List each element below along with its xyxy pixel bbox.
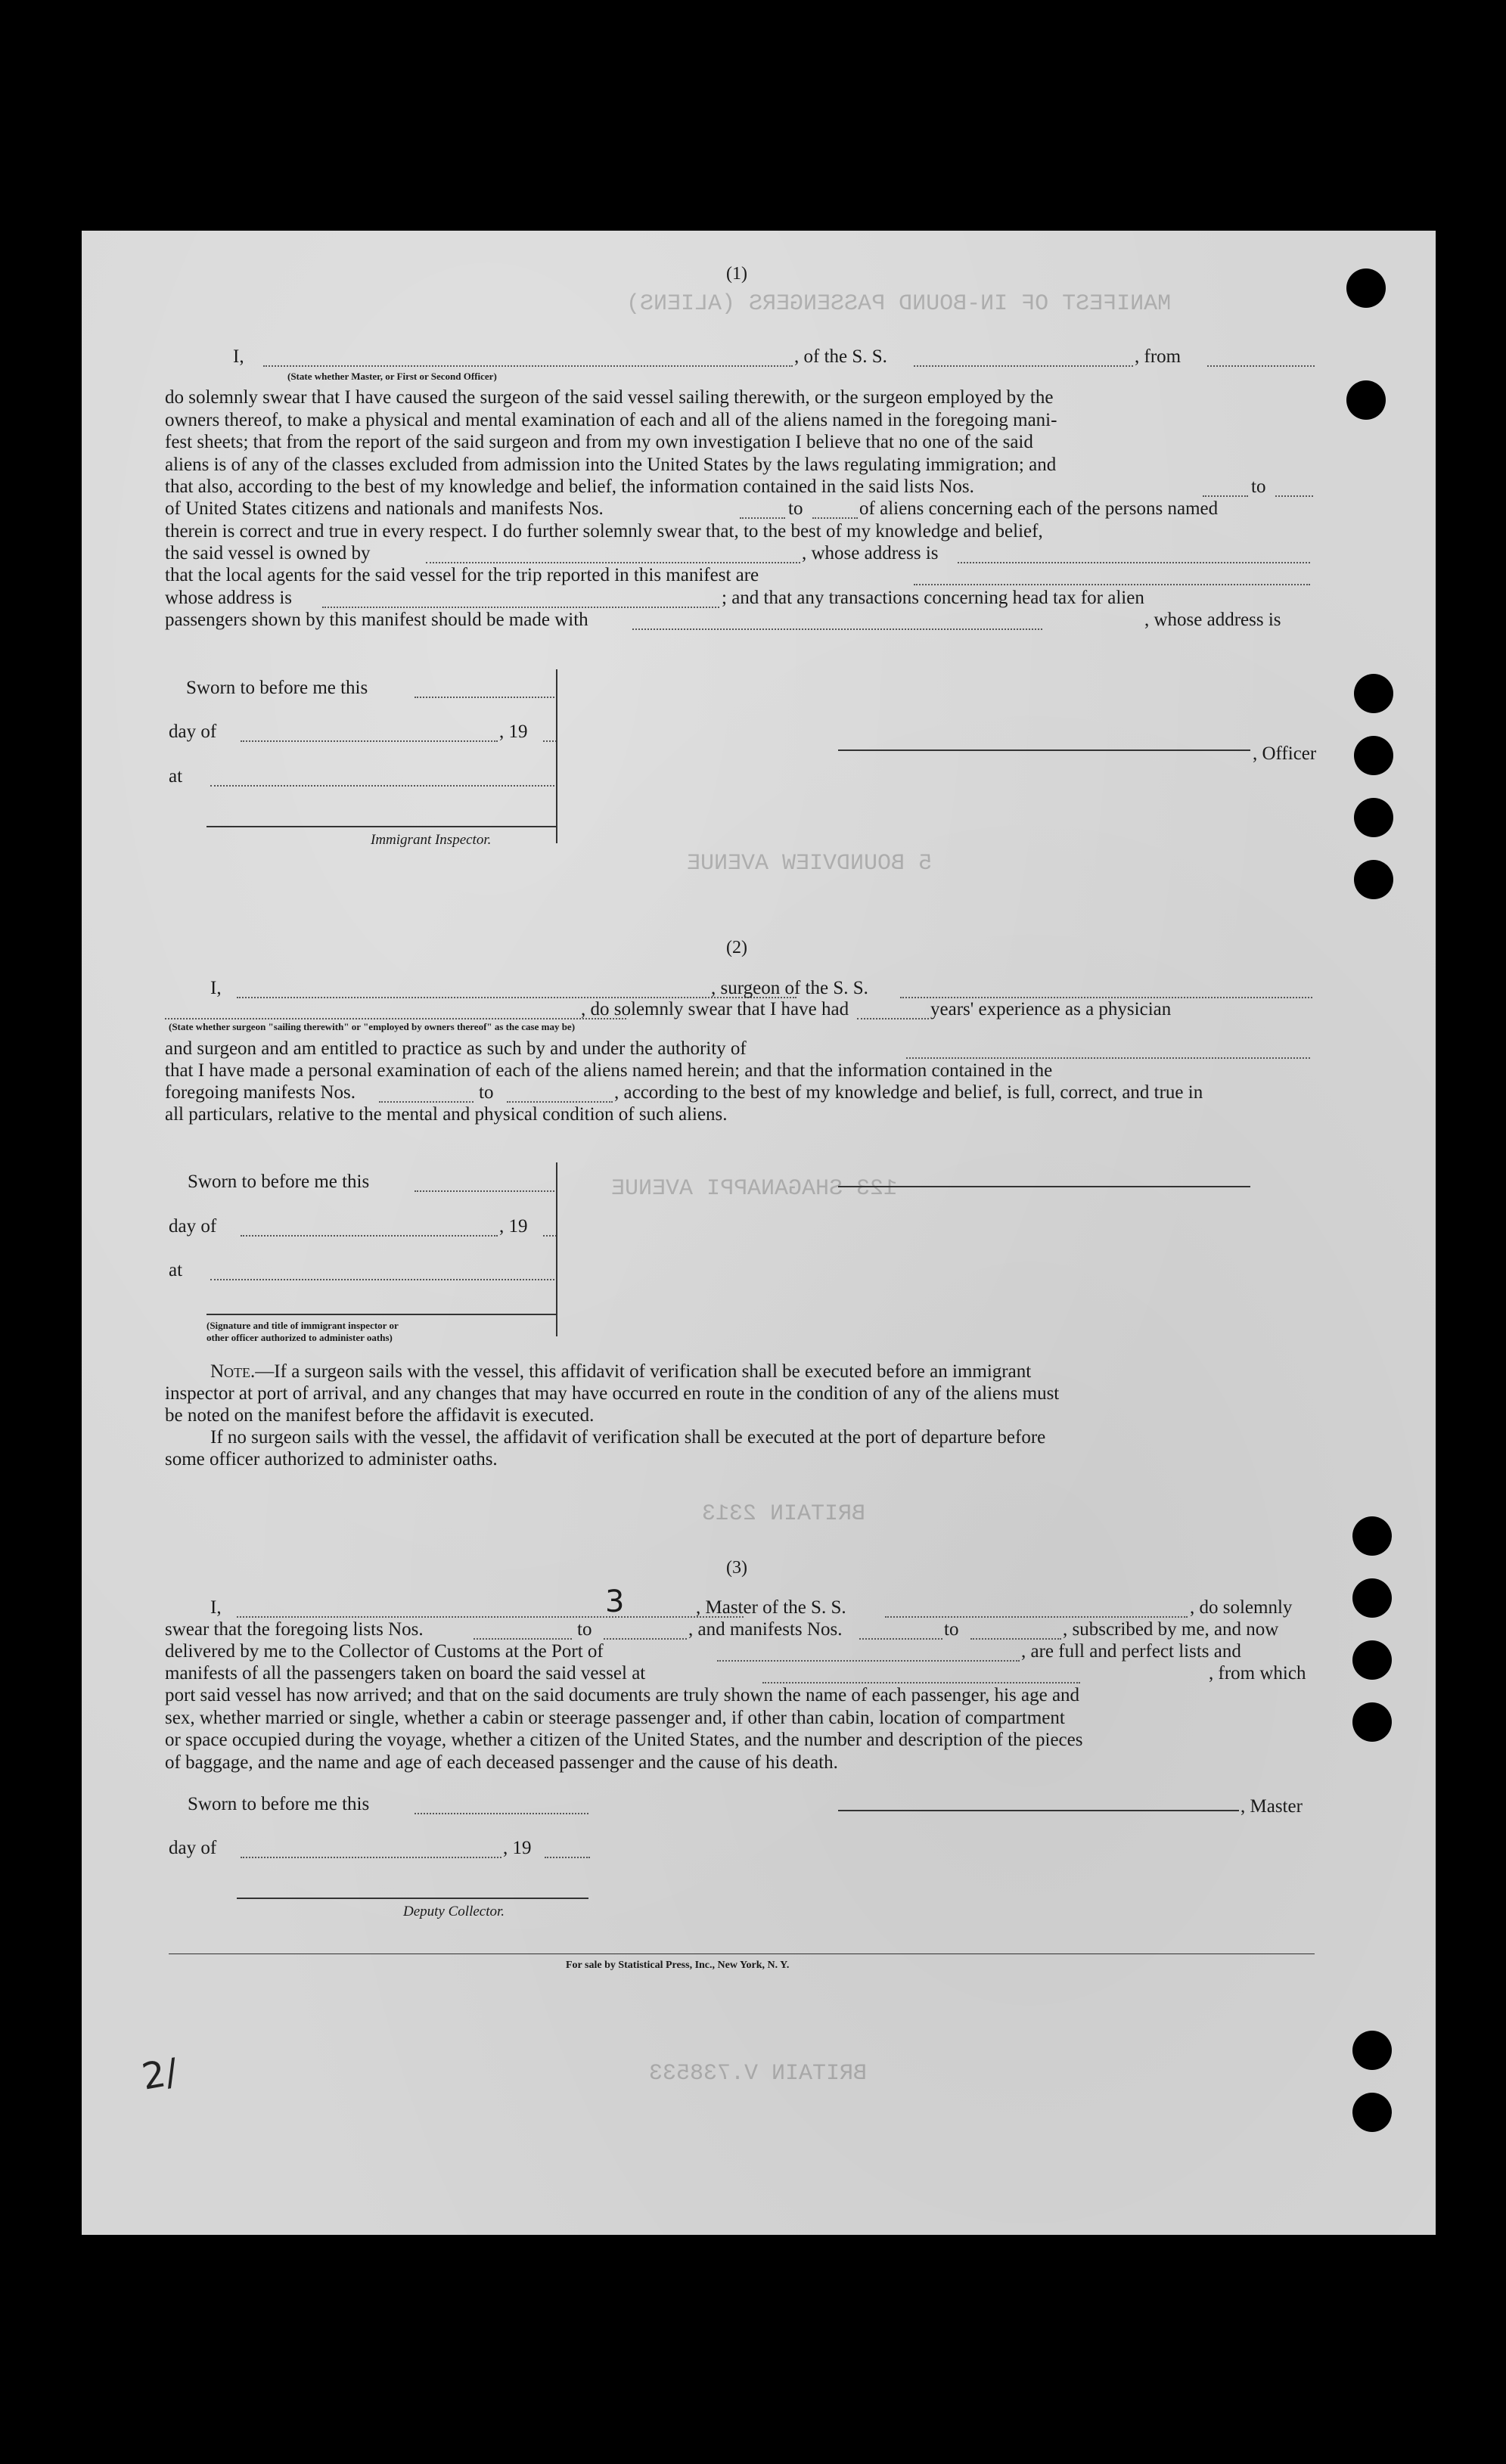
from-port-field[interactable] (1207, 365, 1315, 367)
manifests-taken-line: manifests of all the passengers taken on board the said vessel at (165, 1663, 646, 1684)
section-number: (3) (726, 1558, 747, 1578)
sworn-label: Sworn to before me this (188, 1171, 370, 1192)
oath-i-label: I, (210, 978, 222, 998)
bleed-through-text: BRITAIN 2313 (702, 1501, 866, 1527)
of-ss-label: , of the S. S. (794, 346, 887, 367)
oath-i-label: I, (210, 1597, 222, 1618)
year-label: , 19 (503, 1838, 532, 1858)
from-which-text: , from which (1209, 1663, 1306, 1684)
head-tax-address-label: , whose address is (1144, 610, 1281, 630)
manifests-nos-label: , and manifests Nos. (688, 1619, 843, 1640)
sworn-label: Sworn to before me this (186, 678, 368, 698)
agents-address-field[interactable] (322, 607, 719, 608)
sworn-date-field[interactable] (415, 697, 554, 698)
head-tax-line: passengers shown by this manifest should be made with (165, 610, 588, 630)
at-place-field[interactable] (210, 1279, 554, 1280)
lists-nos-to-field[interactable] (1275, 495, 1313, 497)
to-word: to (577, 1619, 592, 1640)
oath-paragraph-3 (165, 1684, 1307, 1774)
collector-caption: Deputy Collector. (403, 1904, 505, 1919)
sworn-label: Sworn to before me this (188, 1794, 370, 1814)
manifests-nos-label: foregoing manifests Nos. (165, 1082, 356, 1103)
year-label: , 19 (499, 1216, 528, 1237)
officer-rank-field[interactable] (263, 365, 793, 367)
head-tax-agent-field[interactable] (632, 628, 1042, 630)
agents-address-line: whose address is (165, 588, 293, 608)
to-word: to (944, 1619, 959, 1640)
head-tax-text: ; and that any transactions concerning head tax for alien (722, 588, 1144, 608)
at-label: at (169, 766, 183, 787)
day-of-field[interactable] (241, 1857, 501, 1858)
particulars-line: all particulars, relative to the mental and physical condition of such aliens. (165, 1104, 728, 1125)
at-label: at (169, 1260, 183, 1280)
oath-line: sex, whether married or single, whether a cabin or steerage passenger and, if other than cabin, location of compartment (165, 1707, 1065, 1728)
bleed-through-text: 123 SHAGANAPPI AVENUE (611, 1176, 898, 1202)
lists-to-field[interactable] (604, 1638, 687, 1640)
binder-hole (1352, 1578, 1392, 1618)
box-divider (556, 669, 557, 843)
officer-signature-line[interactable] (838, 749, 1250, 751)
binder-hole (1352, 2031, 1392, 2070)
to-word: to (479, 1082, 494, 1103)
year-label: , 19 (499, 722, 528, 742)
delivered-line: delivered by me to the Collector of Customs at the Port of (165, 1641, 604, 1662)
inspector-signature-line[interactable] (206, 826, 556, 827)
owner-address-field[interactable] (958, 562, 1310, 563)
year-field[interactable] (543, 1235, 557, 1237)
binder-hole (1346, 380, 1386, 420)
binder-hole (1354, 674, 1393, 713)
margin-note: 2/ (138, 2050, 182, 2099)
do-solemnly-label: , do solemnly (1190, 1597, 1293, 1618)
do-solemnly-label: , do solemnly swear that I have had (581, 999, 849, 1019)
subscribed-text: , subscribed by me, and now (1063, 1619, 1279, 1640)
manifests-from-field[interactable] (859, 1638, 942, 1640)
lists-nos-label: swear that the foregoing lists Nos. (165, 1619, 424, 1640)
day-of-label: day of (169, 1838, 217, 1858)
signature-caption: (Signature and title of immigrant inspector or (206, 1320, 399, 1331)
to-word: to (788, 498, 803, 519)
manifests-to-field[interactable] (812, 517, 858, 519)
years-experience-label: years' experience as a physician (930, 999, 1172, 1019)
full-perfect-text: , are full and perfect lists and (1021, 1641, 1241, 1662)
binder-hole (1352, 1516, 1392, 1556)
officer-caption: (State whether Master, or First or Second Officer) (287, 371, 497, 382)
authority-field[interactable] (906, 1057, 1310, 1059)
day-of-field[interactable] (241, 1235, 498, 1237)
surgeon-caption: (State whether surgeon "sailing therewith" or "employed by owners thereof" as the case may be) (169, 1021, 576, 1032)
lists-nos-from-field[interactable] (1203, 495, 1248, 497)
surgeon-signature-line[interactable] (838, 1186, 1250, 1187)
correct-true-line: therein is correct and true in every respect. I do further solemnly swear that, to the best of my knowledge and belief, (165, 521, 1043, 542)
master-name-field[interactable] (237, 1616, 744, 1618)
manifests-nos-from-field[interactable] (379, 1101, 474, 1103)
note-line: some officer authorized to administer oaths. (165, 1449, 498, 1469)
embark-port-field[interactable] (762, 1682, 1080, 1684)
years-field[interactable] (857, 1018, 929, 1019)
note-line: be noted on the manifest before the affidavit is executed. (165, 1405, 595, 1426)
master-signature-line[interactable] (838, 1810, 1239, 1811)
lists-nos-line: that also, according to the best of my knowledge and belief, the information contained in the said lists Nos. (165, 476, 974, 497)
note-line: If no surgeon sails with the vessel, the affidavit of verification shall be executed at the port of departure before (210, 1427, 1046, 1448)
to-word: to (1251, 476, 1266, 497)
master-vessel-field[interactable] (885, 1616, 1188, 1618)
collector-signature-line[interactable] (237, 1898, 588, 1899)
surgeon-status-field[interactable] (165, 1018, 626, 1019)
oath-line: owners thereof, to make a physical and mental examination of each and all of the aliens named in the foregoing mani- (165, 409, 1057, 430)
manifests-to-field[interactable] (970, 1638, 1061, 1640)
note-text: —If a surgeon sails with the vessel, this affidavit of verification shall be executed before an immigrant (255, 1361, 1032, 1382)
owner-field[interactable] (426, 562, 800, 563)
port-field[interactable] (717, 1660, 1020, 1662)
bleed-through-text: MANIFEST OF IN-BOUND PASSENGERS (ALIENS) (626, 291, 1172, 317)
citizens-manifests-line: of United States citizens and nationals and manifests Nos. (165, 498, 604, 519)
year-field[interactable] (545, 1857, 590, 1858)
oath-line: port said vessel has now arrived; and that on the said documents are truly shown the name of each passenger, his age and (165, 1685, 1080, 1705)
surgeon-of-ss-label: , surgeon of the S. S. (711, 978, 868, 998)
oath-line: fest sheets; that from the report of the said surgeon and from my own investigation I believe that no one of the said (165, 432, 1033, 452)
note-line: inspector at port of arrival, and any changes that may have occurred en route in the condition of any of the aliens must (165, 1383, 1060, 1404)
day-of-label: day of (169, 1216, 217, 1237)
officer-label: , Officer (1253, 743, 1317, 764)
master-of-ss-label: , Master of the S. S. (696, 1597, 846, 1618)
note-line (210, 1361, 1031, 1383)
bleed-through-text: 5 BOUNDVIEW AVENUE (687, 851, 933, 877)
from-label: , from (1135, 346, 1182, 367)
binder-hole (1354, 736, 1393, 775)
section-number: (1) (726, 264, 747, 284)
bleed-through-text: BRITAIN V.738533 (649, 2061, 868, 2087)
binder-hole (1352, 1640, 1392, 1680)
binder-hole (1354, 860, 1393, 899)
year-field[interactable] (543, 740, 557, 742)
owned-by-line: the said vessel is owned by (165, 543, 371, 563)
oath-line: do solemnly swear that I have caused the surgeon of the said vessel sailing therewith, or the surgeon employed by the (165, 387, 1054, 408)
section-number: (2) (726, 938, 747, 957)
handwritten-number: 3 (605, 1584, 625, 1619)
oath-line: or space occupied during the voyage, whether a citizen of the United States, and the number and description of the pieces (165, 1730, 1083, 1750)
sworn-date-field[interactable] (415, 1813, 588, 1814)
day-of-field[interactable] (241, 740, 498, 742)
practice-authority-line: and surgeon and am entitled to practice as such by and under the authority of (165, 1038, 747, 1059)
publisher-footer: For sale by Statistical Press, Inc., New York, N. Y. (566, 1960, 790, 1971)
manifest-back-page (82, 231, 1436, 2235)
oath-i-label: I, (233, 346, 244, 367)
signature-caption: other officer authorized to administer oaths) (206, 1332, 393, 1343)
binder-hole (1352, 2093, 1392, 2132)
binder-hole (1354, 798, 1393, 837)
of-aliens-text: of aliens concerning each of the persons named (859, 498, 1219, 519)
manifests-from-field[interactable] (740, 517, 785, 519)
binder-hole (1352, 1702, 1392, 1742)
vessel-name-field[interactable] (914, 365, 1133, 367)
oath-paragraph-1 (165, 386, 1307, 476)
inspector-caption: Immigrant Inspector. (371, 832, 492, 848)
inspector-signature-line[interactable] (206, 1314, 556, 1315)
note-label: Note. (210, 1361, 256, 1382)
lists-from-field[interactable] (474, 1638, 572, 1640)
oath-line: of baggage, and the name and age of each deceased passenger and the cause of his death. (165, 1752, 838, 1773)
box-divider (556, 1162, 557, 1336)
manifests-nos-to-field[interactable] (507, 1101, 613, 1103)
local-agents-line: that the local agents for the said vessel for the trip reported in this manifest are (165, 565, 759, 585)
day-of-label: day of (169, 722, 217, 742)
examination-line: that I have made a personal examination of each of the aliens named herein; and that the information contained in the (165, 1060, 1053, 1081)
oath-line: aliens is of any of the classes excluded from admission into the United States by the laws regulating immigration; and (165, 454, 1057, 475)
binder-hole (1346, 268, 1386, 308)
at-place-field[interactable] (210, 785, 554, 787)
sworn-date-field[interactable] (415, 1190, 554, 1192)
master-label: , Master (1241, 1796, 1303, 1817)
owner-address-label: , whose address is (802, 543, 939, 563)
according-text: , according to the best of my knowledge and belief, is full, correct, and true in (614, 1082, 1203, 1103)
local-agents-field[interactable] (914, 584, 1310, 585)
